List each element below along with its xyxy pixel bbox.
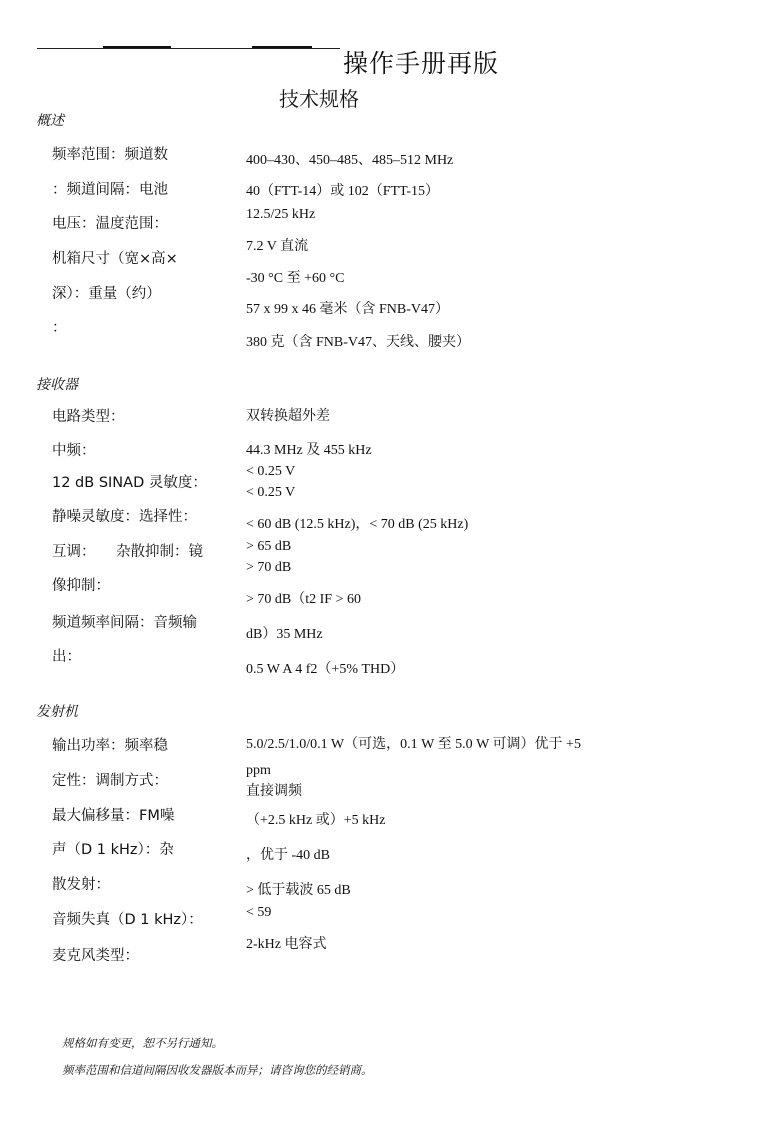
transmitter-value-modulation: 直接调频 — [246, 784, 302, 799]
receiver-value-squelch-sensitivity: < 0.25 V — [246, 485, 296, 500]
transmitter-label-line: 麦克风类型： — [52, 948, 139, 964]
overview-value-temperature: -30 °C 至 +60 °C — [246, 271, 345, 286]
overview-label-line: 频率范围：频道数 — [52, 147, 168, 163]
section-heading-receiver: 接收器 — [36, 377, 78, 393]
overview-label-line: 机箱尺寸（宽×高× — [52, 251, 178, 267]
transmitter-value-output-power: 5.0/2.5/1.0/0.1 W（可选，0.1 W 至 5.0 W 可调）优于 +5 — [246, 737, 581, 752]
overview-label-line: ： — [52, 320, 67, 336]
transmitter-label-line: 定性：调制方式： — [52, 773, 168, 789]
receiver-label-line: 出： — [52, 649, 81, 665]
overview-label-line: ：频道间隔：电池 — [52, 182, 168, 198]
receiver-label-line: 杂散抑制：镜 — [116, 544, 203, 560]
section-heading-transmitter: 发射机 — [36, 704, 78, 720]
footnote-spec-change: 规格如有变更，恕不另行通知。 — [62, 1036, 223, 1050]
header-rule-segment-1 — [103, 46, 171, 48]
footnote-version-difference: 频率范围和信道间隔因收发器版本而异；请咨询您的经销商。 — [62, 1063, 373, 1077]
header-rule-segment-2 — [252, 46, 312, 48]
section-heading-overview: 概述 — [36, 113, 64, 129]
transmitter-value-mic-type: 2-kHz 电容式 — [246, 937, 327, 952]
receiver-label-line: 频道频率间隔：音频输 — [52, 615, 197, 631]
overview-value-dimensions: 57 x 99 x 46 毫米（含 FNB-V47） — [246, 302, 450, 317]
document-subtitle: 技术规格 — [279, 87, 359, 111]
receiver-label-line: 电路类型： — [52, 409, 125, 425]
transmitter-value-fm-noise: ，优于 -40 dB — [246, 848, 330, 863]
receiver-value-selectivity: < 60 dB (12.5 kHz)，< 70 dB (25 kHz) — [246, 517, 469, 532]
receiver-label-line: 12 dB SINAD 灵敏度： — [52, 475, 207, 491]
overview-value-frequency-range: 400–430、450–485、485–512 MHz — [246, 153, 454, 168]
document-title: 操作手册再版 — [343, 49, 500, 78]
transmitter-label-line: 最大偏移量：FM噪 — [52, 808, 175, 824]
transmitter-value-frequency-stability: ppm — [246, 763, 271, 778]
receiver-value-image-rejection: > 70 dB（t2 IF > 60 — [246, 592, 361, 607]
transmitter-label-line: 输出功率：频率稳 — [52, 738, 168, 754]
receiver-label-line: 中频： — [52, 443, 96, 459]
receiver-value-if: 44.3 MHz 及 455 kHz — [246, 443, 372, 458]
receiver-value-sinad-sensitivity: < 0.25 V — [246, 464, 296, 479]
header-rule-line — [37, 48, 340, 49]
transmitter-label-line: 音频失真（D 1 kHz）： — [52, 912, 203, 928]
receiver-value-channel-separation: dB）35 MHz — [246, 627, 323, 642]
overview-value-channels: 40（FTT-14）或 102（FTT-15） — [246, 184, 440, 199]
transmitter-value-audio-distortion: < 59 — [246, 905, 272, 920]
overview-value-weight: 380 克（含 FNB-V47、天线、腰夹） — [246, 335, 471, 350]
receiver-value-intermodulation: > 65 dB — [246, 539, 292, 554]
overview-label-line: 电压：温度范围： — [52, 216, 168, 232]
receiver-value-spurious-rejection: > 70 dB — [246, 560, 292, 575]
transmitter-value-spurious-emission: > 低于载波 65 dB — [246, 883, 351, 898]
transmitter-label-line: 散发射： — [52, 877, 110, 893]
receiver-label-line: 像抑制： — [52, 578, 110, 594]
overview-value-channel-spacing: 12.5/25 kHz — [246, 207, 316, 222]
transmitter-value-max-deviation: （+2.5 kHz 或）+5 kHz — [246, 813, 386, 828]
receiver-value-audio-output: 0.5 W A 4 f2（+5% THD） — [246, 662, 405, 677]
overview-value-battery-voltage: 7.2 V 直流 — [246, 239, 309, 254]
receiver-label-line: 互调： — [52, 544, 96, 560]
receiver-label-line: 静噪灵敏度：选择性： — [52, 509, 197, 525]
receiver-value-circuit-type: 双转换超外差 — [246, 409, 330, 424]
transmitter-label-line: 声（D 1 kHz）：杂 — [52, 842, 174, 858]
overview-label-line: 深）：重量（约） — [52, 286, 161, 302]
